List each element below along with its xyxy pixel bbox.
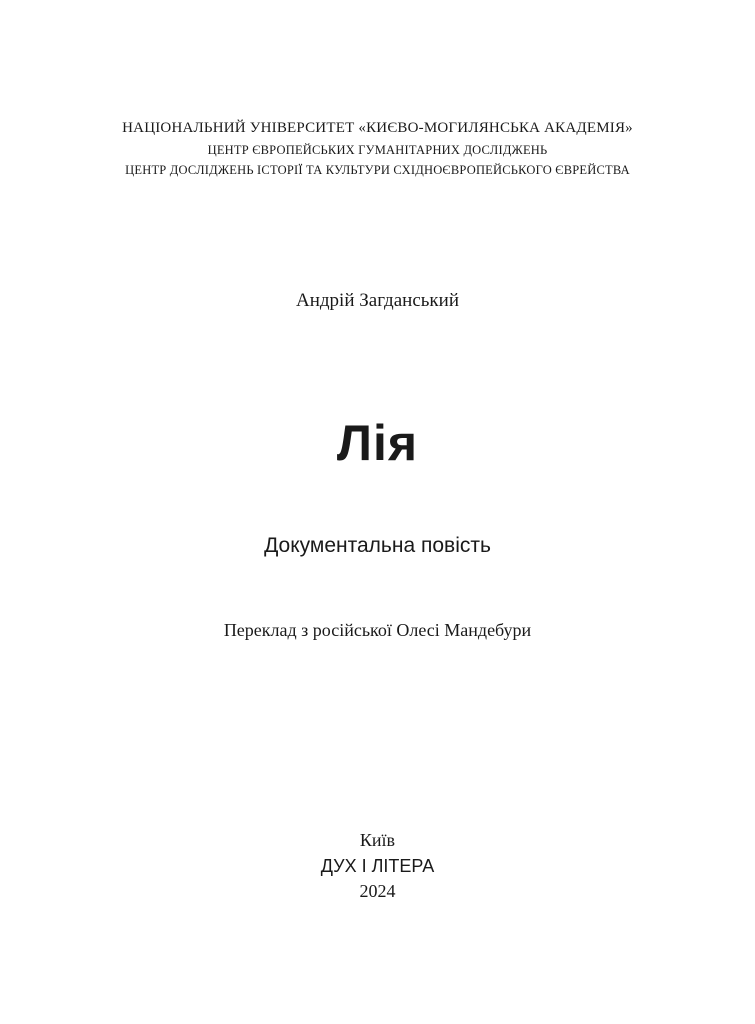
author-name: Андрій Загданський [296, 290, 459, 311]
book-subtitle: Документальна повість [264, 534, 491, 557]
book-title: Лія [336, 415, 419, 471]
translation-credit: Переклад з російської Олесі Мандебури [223, 620, 532, 640]
imprint-city: Київ [359, 830, 396, 850]
imprint-publisher: ДУХ І ЛІТЕРА [320, 856, 435, 876]
imprint-year: 2024 [359, 881, 396, 901]
center-name-1: ЦЕНТР ЄВРОПЕЙСЬКИХ ГУМАНІТАРНИХ ДОСЛІДЖЕНЬ [207, 143, 548, 157]
institution-name: НАЦІОНАЛЬНИЙ УНІВЕРСИТЕТ «КИЄВО-МОГИЛЯНСЬКА АКАДЕМІЯ» [122, 120, 633, 136]
center-name-2: ЦЕНТР ДОСЛІДЖЕНЬ ІСТОРІЇ ТА КУЛЬТУРИ СХІДНОЄВРОПЕЙСЬКОГО ЄВРЕЙСТВА [125, 163, 630, 177]
